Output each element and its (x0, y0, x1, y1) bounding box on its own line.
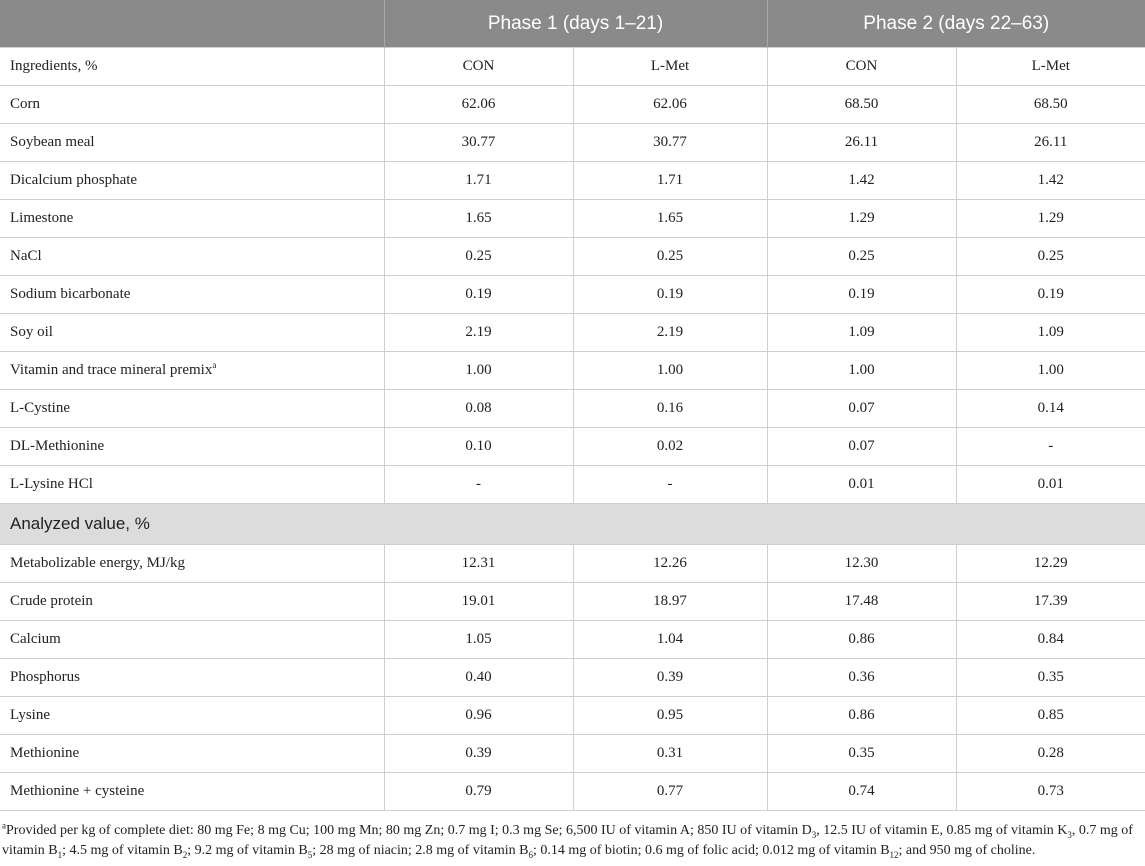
table-row (0, 697, 1145, 735)
value-cell: 0.16 (573, 390, 767, 428)
value-cell: 1.09 (767, 314, 956, 352)
footnote-text: ; 0.14 mg of biotin; 0.6 mg of folic acid; 0.012 mg of vitamin B (532, 843, 890, 858)
value-cell: 62.06 (384, 86, 573, 124)
row-label (0, 86, 384, 124)
row-label-text: Dicalcium phosphate (10, 172, 138, 188)
value-cell: - (573, 466, 767, 504)
value-cell: 68.50 (956, 86, 1145, 124)
row-label (0, 238, 384, 276)
value-cell: - (956, 428, 1145, 466)
row-label-text: Methionine + cysteine (10, 783, 145, 799)
table-row (0, 352, 1145, 390)
value-cell: 0.14 (956, 390, 1145, 428)
row-label-text: Limestone (10, 210, 74, 226)
row-label (0, 697, 384, 735)
value-cell: 0.74 (767, 773, 956, 811)
footnote-text: ; 28 mg of niacin; 2.8 mg of vitamin B (312, 843, 529, 858)
row-label-text: Metabolizable energy, MJ/kg (10, 555, 185, 571)
table-row (0, 428, 1145, 466)
table-row (0, 545, 1145, 583)
value-cell: 18.97 (573, 583, 767, 621)
row-label-text: Crude protein (10, 593, 93, 609)
column-header-phase1-lmet: L-Met (573, 48, 767, 86)
phase-1-header: Phase 1 (days 1–21) (384, 0, 767, 48)
table-row (0, 773, 1145, 811)
row-label (0, 659, 384, 697)
row-label-text: L-Cystine (10, 400, 70, 416)
value-cell: 12.29 (956, 545, 1145, 583)
row-label-text: L-Lysine HCl (10, 476, 93, 492)
footnote-subscript: 5 (307, 849, 313, 860)
row-label (0, 621, 384, 659)
footnote-subscript: 12 (889, 849, 899, 860)
value-cell: 26.11 (956, 124, 1145, 162)
value-cell: 0.02 (573, 428, 767, 466)
value-cell: 0.07 (767, 390, 956, 428)
value-cell: 2.19 (384, 314, 573, 352)
table-row (0, 583, 1145, 621)
value-cell: 0.96 (384, 697, 573, 735)
value-cell: 0.35 (767, 735, 956, 773)
value-cell: 19.01 (384, 583, 573, 621)
value-cell: 0.07 (767, 428, 956, 466)
table-row (0, 659, 1145, 697)
column-header-phase2-con: CON (767, 48, 956, 86)
value-cell: 1.65 (573, 200, 767, 238)
row-label (0, 276, 384, 314)
value-cell: 1.29 (956, 200, 1145, 238)
row-label-text: Phosphorus (10, 669, 81, 685)
row-label-text: Soy oil (10, 324, 53, 340)
value-cell: 0.19 (767, 276, 956, 314)
row-label (0, 735, 384, 773)
table-row (0, 466, 1145, 504)
value-cell: 1.71 (573, 162, 767, 200)
row-label-text: DL-Methionine (10, 438, 105, 454)
table-row (0, 735, 1145, 773)
row-label-text: Methionine (10, 745, 80, 761)
row-label-text: Sodium bicarbonate (10, 286, 131, 302)
value-cell: 0.25 (767, 238, 956, 276)
value-cell: 26.11 (767, 124, 956, 162)
column-header-phase2-lmet: L-Met (956, 48, 1145, 86)
value-cell: 0.77 (573, 773, 767, 811)
value-cell: 0.39 (384, 735, 573, 773)
footnote-subscript: 2 (182, 849, 188, 860)
value-cell: 0.08 (384, 390, 573, 428)
value-cell: 1.00 (573, 352, 767, 390)
value-cell: 0.19 (384, 276, 573, 314)
value-cell: 0.28 (956, 735, 1145, 773)
row-label (0, 466, 384, 504)
value-cell: 17.39 (956, 583, 1145, 621)
value-cell: 0.84 (956, 621, 1145, 659)
ingredients-header-row (0, 48, 1145, 86)
row-label-text: Calcium (10, 631, 61, 647)
table-row (0, 238, 1145, 276)
ingredients-header-label: Ingredients, % (0, 48, 384, 86)
value-cell: 1.04 (573, 621, 767, 659)
value-cell: 68.50 (767, 86, 956, 124)
value-cell: 1.00 (384, 352, 573, 390)
row-label (0, 124, 384, 162)
analyzed-section-header: Analyzed value, % (0, 504, 1145, 545)
value-cell: 0.25 (956, 238, 1145, 276)
row-label-text: Vitamin and trace mineral premix (10, 362, 213, 378)
row-label (0, 162, 384, 200)
value-cell: 0.01 (956, 466, 1145, 504)
table-row (0, 621, 1145, 659)
value-cell: 1.42 (956, 162, 1145, 200)
table-row (0, 276, 1145, 314)
footnote-subscript: 3 (811, 829, 817, 840)
value-cell: 0.01 (767, 466, 956, 504)
value-cell: - (384, 466, 573, 504)
row-label (0, 314, 384, 352)
value-cell: 17.48 (767, 583, 956, 621)
footnote-text: ; 9.2 mg of vitamin B (187, 843, 308, 858)
table-row (0, 314, 1145, 352)
value-cell: 12.26 (573, 545, 767, 583)
value-cell: 0.36 (767, 659, 956, 697)
table-row (0, 86, 1145, 124)
value-cell: 0.73 (956, 773, 1145, 811)
value-cell: 0.95 (573, 697, 767, 735)
value-cell: 1.05 (384, 621, 573, 659)
footnote-marker: a (212, 360, 217, 370)
value-cell: 0.19 (956, 276, 1145, 314)
footnote-text: Provided per kg of complete diet: 80 mg Fe; 8 mg Cu; 100 mg Mn; 80 mg Zn; 0.7 mg I; 0.3 mg Se; 6,500 IU of vitamin A; 850 IU of vitamin D (6, 823, 812, 838)
table-row (0, 200, 1145, 238)
row-label (0, 545, 384, 583)
value-cell: 0.39 (573, 659, 767, 697)
table-row (0, 390, 1145, 428)
footnote-marker: a (2, 820, 6, 831)
value-cell: 30.77 (384, 124, 573, 162)
value-cell: 2.19 (573, 314, 767, 352)
value-cell: 0.79 (384, 773, 573, 811)
footnote-subscript: 3 (1067, 829, 1072, 840)
table-row (0, 162, 1145, 200)
row-label (0, 428, 384, 466)
value-cell: 1.71 (384, 162, 573, 200)
value-cell: 30.77 (573, 124, 767, 162)
value-cell: 1.65 (384, 200, 573, 238)
value-cell: 0.85 (956, 697, 1145, 735)
value-cell: 0.35 (956, 659, 1145, 697)
row-label (0, 352, 384, 390)
phase-2-header: Phase 2 (days 22–63) (767, 0, 1145, 48)
value-cell: 1.29 (767, 200, 956, 238)
value-cell: 0.19 (573, 276, 767, 314)
value-cell: 0.40 (384, 659, 573, 697)
footnote-text: , 0.7 mg of vitamin B (2, 823, 1133, 858)
table-row (0, 124, 1145, 162)
footnote-text: ; and 950 mg of choline. (898, 843, 1036, 858)
table-footnote (0, 821, 1145, 861)
row-label-text: Soybean meal (10, 134, 95, 150)
row-label-text: NaCl (10, 248, 42, 264)
value-cell: 0.25 (573, 238, 767, 276)
column-header-phase1-con: CON (384, 48, 573, 86)
header-blank-cell (0, 0, 384, 48)
value-cell: 0.86 (767, 621, 956, 659)
value-cell: 1.09 (956, 314, 1145, 352)
value-cell: 62.06 (573, 86, 767, 124)
value-cell: 12.31 (384, 545, 573, 583)
footnote-subscript: 6 (528, 849, 533, 860)
value-cell: 0.86 (767, 697, 956, 735)
footnote-text: ; 4.5 mg of vitamin B (62, 843, 183, 858)
value-cell: 1.00 (767, 352, 956, 390)
footnote-subscript: 1 (57, 849, 63, 860)
footnote-text: , 12.5 IU of vitamin E, 0.85 mg of vitamin K (816, 823, 1068, 838)
value-cell: 12.30 (767, 545, 956, 583)
row-label-text: Corn (10, 96, 40, 112)
row-label (0, 583, 384, 621)
value-cell: 0.10 (384, 428, 573, 466)
row-label (0, 390, 384, 428)
row-label-text: Lysine (10, 707, 50, 723)
value-cell: 0.25 (384, 238, 573, 276)
row-label (0, 200, 384, 238)
value-cell: 1.00 (956, 352, 1145, 390)
value-cell: 1.42 (767, 162, 956, 200)
analyzed-section-row (0, 504, 1145, 545)
row-label (0, 773, 384, 811)
phase-header-row (0, 0, 1145, 48)
value-cell: 0.31 (573, 735, 767, 773)
